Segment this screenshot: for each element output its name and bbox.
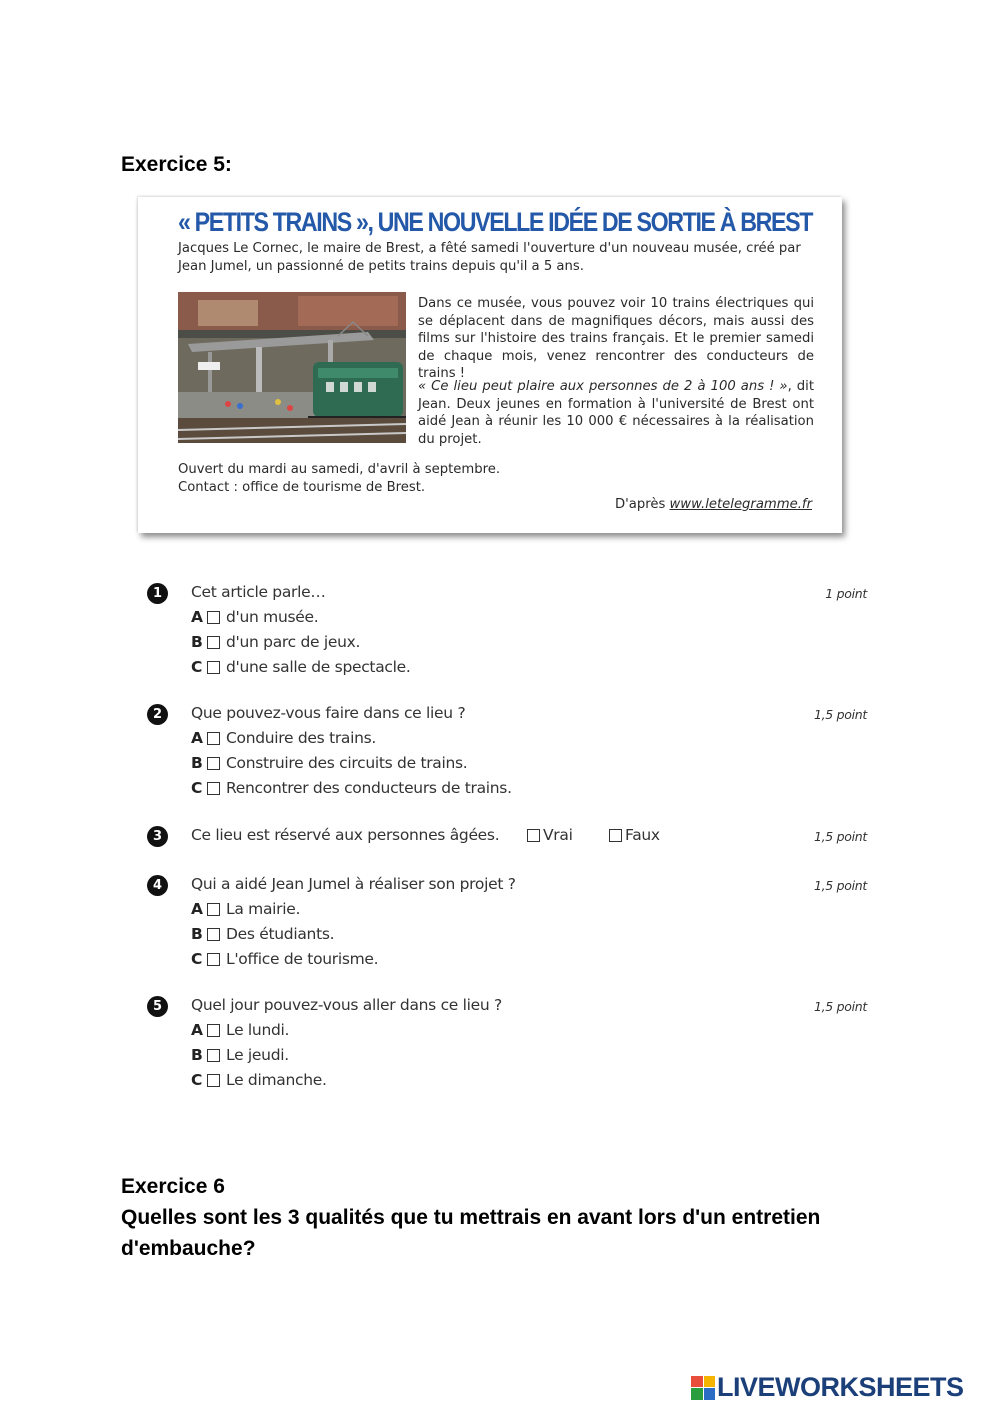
option-false[interactable]: Faux [609, 826, 660, 844]
question-text: Ce lieu est réservé aux personnes âgées. [191, 826, 500, 844]
option-a[interactable]: A La mairie. [191, 900, 301, 918]
question-number: 1 [147, 583, 168, 604]
question-points: 1,5 point [813, 999, 867, 1014]
option-b[interactable]: B Des étudiants. [191, 925, 335, 943]
article-hours: Ouvert du mardi au samedi, d'avril à septembre. [178, 462, 501, 477]
checkbox[interactable] [207, 928, 220, 941]
article-paragraph: Dans ce musée, vous pouvez voir 10 trains électriques qui se déplacent dans de magnifiques décors, mais aussi des films sur l'histoire des trains français. Et le premier samedi de chaque mois, venez rencontrer des conducteurs de trains ! [418, 296, 814, 381]
article-title: « PETITS TRAINS », UNE NOUVELLE IDÉE DE SORTIE À BREST [178, 207, 813, 237]
exercise-6 [121, 1171, 841, 1264]
checkbox[interactable] [207, 661, 220, 674]
exercise-5-title: Exercice 5: [121, 153, 232, 176]
checkbox[interactable] [207, 611, 220, 624]
option-b[interactable]: B Construire des circuits de trains. [191, 754, 468, 772]
article-quote-rest: , dit Jean. Deux jeunes en formation à l'université de Brest ont aidé Jean à réunir les 10 000 € nécessaires à la réalisation du projet. [418, 379, 814, 447]
checkbox[interactable] [207, 757, 220, 770]
option-b[interactable]: B d'un parc de jeux. [191, 633, 361, 651]
exercise-6-question: Quelles sont les 3 qualités que tu mettrais en avant lors d'un entretien d'embauche? [121, 1206, 821, 1260]
source-link[interactable]: www.letelegramme.fr [669, 497, 812, 512]
question-points: 1,5 point [813, 878, 867, 893]
liveworksheets-logo [691, 1372, 964, 1403]
option-c[interactable]: C L'office de tourisme. [191, 950, 379, 968]
article-intro: Jacques Le Cornec, le maire de Brest, a fêté samedi l'ouverture d'un nouveau musée, créé par Jean Jumel, un passionné de petits trains depuis qu'il a 5 ans. [178, 241, 801, 274]
checkbox[interactable] [207, 953, 220, 966]
question-points: 1,5 point [813, 707, 867, 722]
option-c[interactable]: C Le dimanche. [191, 1071, 327, 1089]
question-number: 5 [147, 996, 168, 1017]
checkbox[interactable] [207, 636, 220, 649]
train-model-image [178, 292, 406, 443]
question-text: Cet article parle… [191, 583, 326, 601]
question-points: 1,5 point [813, 829, 867, 844]
question-number: 2 [147, 704, 168, 725]
article-source [615, 496, 812, 514]
option-a[interactable]: A d'un musée. [191, 608, 319, 626]
question-text: Qui a aidé Jean Jumel à réaliser son projet ? [191, 875, 516, 893]
article-card [138, 197, 842, 533]
option-a[interactable]: A Conduire des trains. [191, 729, 377, 747]
source-prefix: D'après [614, 497, 670, 512]
logo-icon [691, 1376, 715, 1400]
question-points: 1 point [825, 586, 867, 601]
exercise-6-title: Exercice 6 [121, 1175, 225, 1198]
option-c[interactable]: C d'une salle de spectacle. [191, 658, 411, 676]
checkbox[interactable] [207, 782, 220, 795]
checkbox[interactable] [207, 732, 220, 745]
checkbox[interactable] [207, 1074, 220, 1087]
option-c[interactable]: C Rencontrer des conducteurs de trains. [191, 779, 512, 797]
article-quote-paragraph [418, 378, 814, 448]
question-text: Quel jour pouvez-vous aller dans ce lieu ? [191, 996, 502, 1014]
checkbox[interactable] [207, 1049, 220, 1062]
article-quote: « Ce lieu peut plaire aux personnes de 2 à 100 ans ! » [418, 379, 788, 394]
article-info [178, 461, 500, 496]
question-text: Que pouvez-vous faire dans ce lieu ? [191, 704, 466, 722]
question-number: 3 [147, 826, 168, 847]
option-a[interactable]: A Le lundi. [191, 1021, 290, 1039]
checkbox[interactable] [609, 829, 622, 842]
checkbox[interactable] [207, 903, 220, 916]
option-b[interactable]: B Le jeudi. [191, 1046, 289, 1064]
train-photo [178, 292, 406, 443]
checkbox[interactable] [207, 1024, 220, 1037]
logo-text: LIVEWORKSHEETS [717, 1372, 964, 1402]
checkbox[interactable] [527, 829, 540, 842]
option-true[interactable]: Vrai [527, 826, 573, 844]
article-contact: Contact : office de tourisme de Brest. [178, 479, 426, 495]
question-number: 4 [147, 875, 168, 896]
